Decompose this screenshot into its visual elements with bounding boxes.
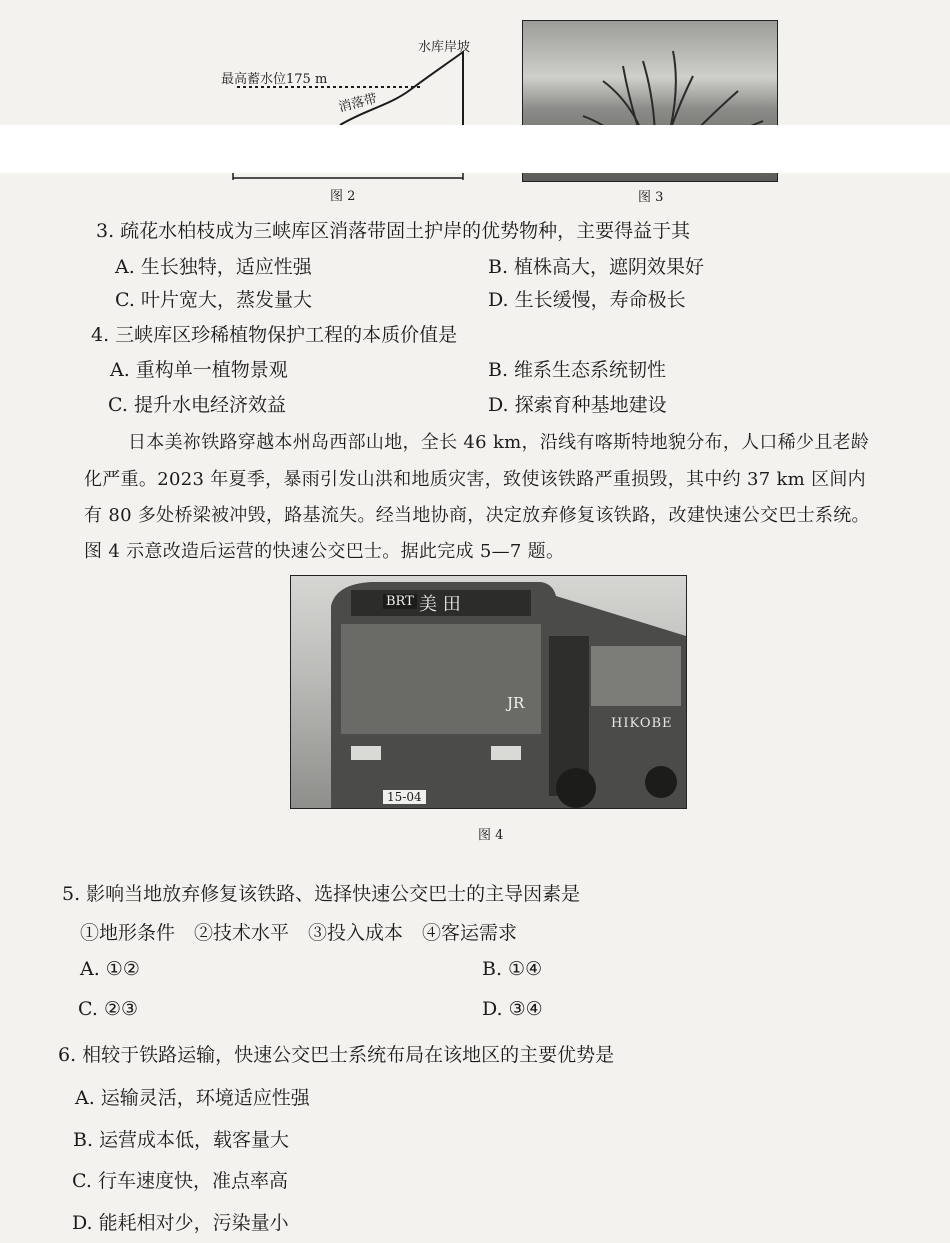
label-fluctuation-zone: 消落带: [337, 91, 379, 116]
bus-side-text: HIKOBE: [611, 716, 673, 731]
q6-option-c[interactable]: C. 行车速度快，准点率高: [72, 1170, 288, 1192]
bus-logo: JR: [507, 694, 525, 712]
q5-factor-list: ①地形条件 ②技术水平 ③投入成本 ④客运需求: [80, 922, 518, 944]
q3-option-d[interactable]: D. 生长缓慢，寿命极长: [488, 289, 686, 311]
q4-option-a[interactable]: A. 重构单一植物景观: [110, 359, 288, 381]
q5-option-d[interactable]: D. ③④: [482, 998, 543, 1020]
q5-stem: 5. 影响当地放弃修复该铁路、选择快速公交巴士的主导因素是: [62, 883, 581, 905]
q3-option-b[interactable]: B. 植株高大，遮阴效果好: [488, 256, 705, 278]
brt-bus-icon: [291, 576, 686, 808]
q3-option-c[interactable]: C. 叶片宽大，蒸发量大: [115, 289, 312, 311]
figure-2-caption: 图 2: [330, 189, 356, 204]
bank-slope-line: [340, 52, 463, 125]
bus-sign-destination: 美 田: [419, 594, 461, 615]
q4-option-c[interactable]: C. 提升水电经济效益: [108, 394, 286, 416]
passage-line-2: 化严重。2023 年夏季，暴雨引发山洪和地质灾害，致使该铁路严重损毁，其中约 37 km 区间内: [84, 469, 866, 490]
q4-option-b[interactable]: B. 维系生态系统韧性: [488, 359, 667, 381]
q3-option-a[interactable]: A. 生长独特，适应性强: [115, 256, 312, 278]
bus-photo: [290, 575, 687, 809]
q6-option-d[interactable]: D. 能耗相对少，污染量小: [72, 1212, 289, 1234]
passage-line-1: 日本美祢铁路穿越本州岛西部山地，全长 46 km，沿线有喀斯特地貌分布，人口稀少且老龄: [128, 432, 870, 453]
passage-line-3: 有 80 多处桥梁被冲毁，路基流失。经当地协商，决定放弃修复该铁路，改建快速公交巴士系统。: [84, 505, 870, 526]
label-reservoir-bank: 水库岸坡: [418, 40, 471, 55]
torn-paper-strip: [0, 125, 950, 173]
figure-3-caption: 图 3: [638, 190, 664, 205]
q4-option-d[interactable]: D. 探索育种基地建设: [488, 394, 667, 416]
label-max-water-level: 最高蓄水位175 m: [221, 72, 328, 87]
q6-stem: 6. 相较于铁路运输，快速公交巴士系统布局在该地区的主要优势是: [58, 1044, 615, 1066]
q5-option-a[interactable]: A. ①②: [80, 958, 140, 980]
q6-option-a[interactable]: A. 运输灵活，环境适应性强: [75, 1087, 310, 1109]
q5-option-c[interactable]: C. ②③: [78, 998, 139, 1020]
passage-line-4: 图 4 示意改造后运营的快速公交巴士。据此完成 5—7 题。: [84, 541, 565, 562]
q5-option-b[interactable]: B. ①④: [482, 958, 543, 980]
q4-stem: 4. 三峡库区珍稀植物保护工程的本质价值是: [91, 324, 458, 346]
q6-option-b[interactable]: B. 运营成本低，载客量大: [73, 1129, 290, 1151]
bus-license-plate: 15-04: [383, 790, 426, 804]
q3-stem: 3. 疏花水柏枝成为三峡库区消落带固土护岸的优势物种，主要得益于其: [96, 220, 691, 242]
bus-sign-brt: BRT: [383, 594, 417, 609]
figure-4-caption: 图 4: [478, 828, 504, 843]
